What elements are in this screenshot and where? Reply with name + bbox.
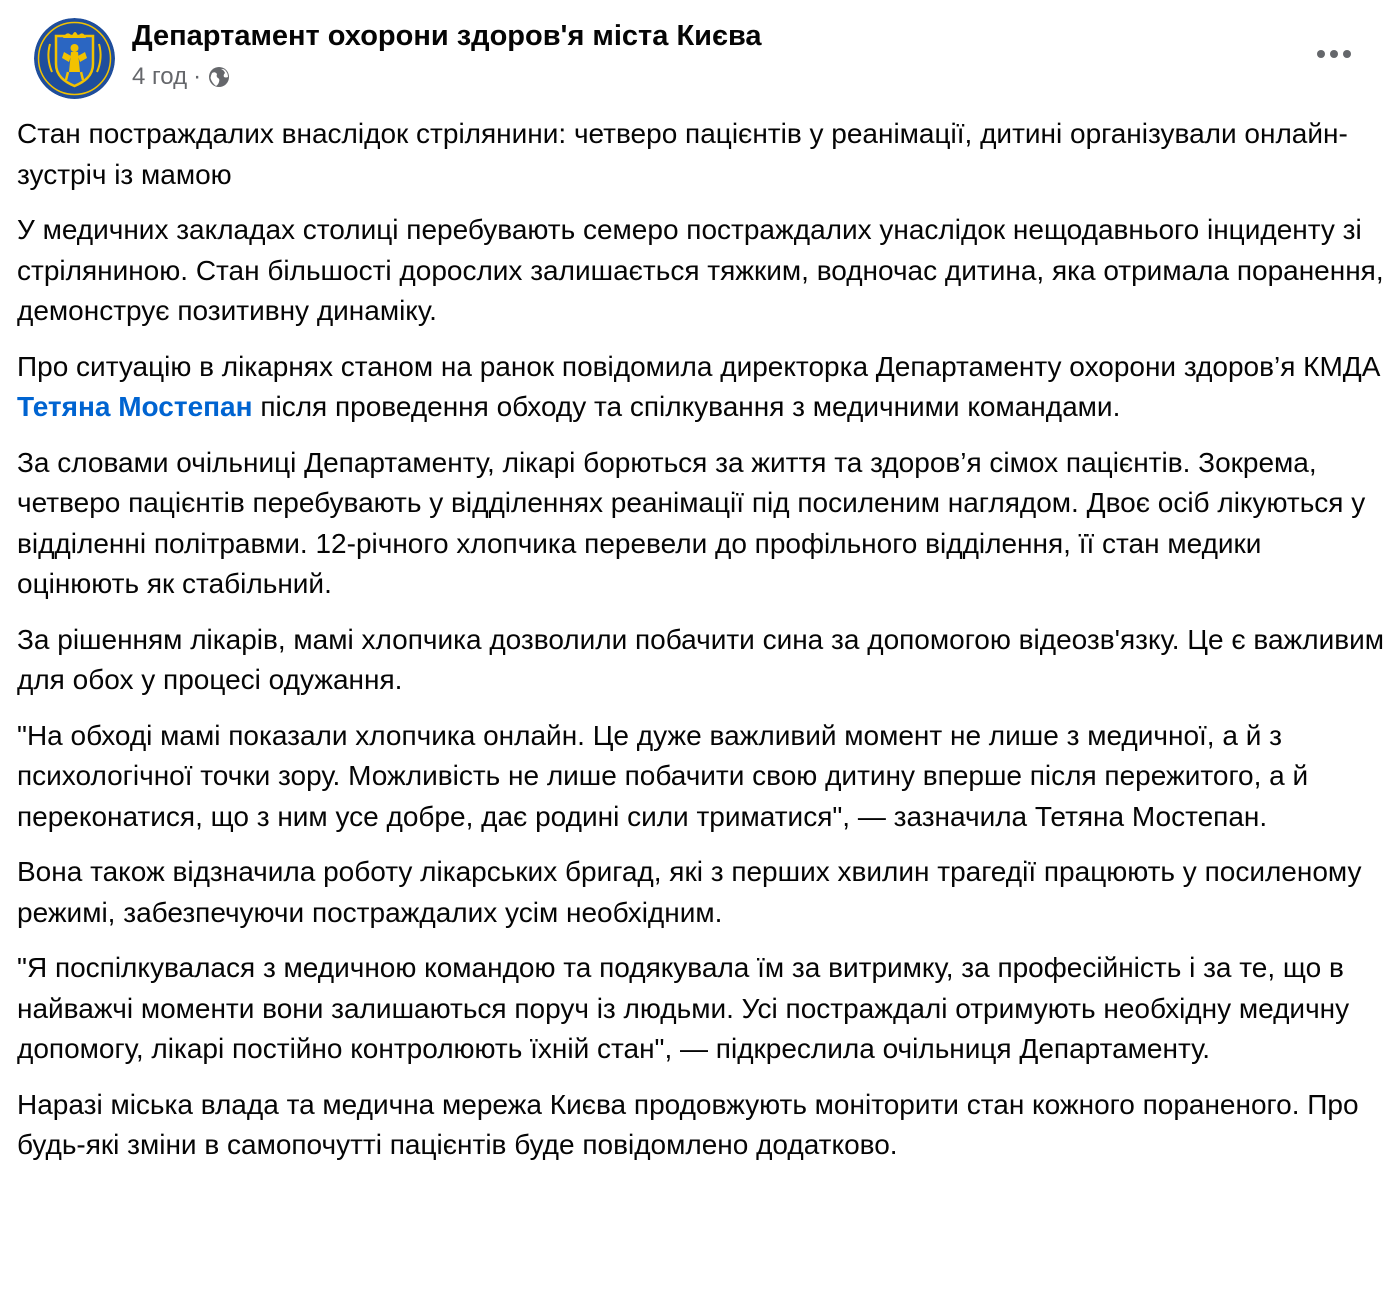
post-timestamp[interactable]: 4 год [132, 63, 188, 90]
more-dots-icon [1316, 49, 1352, 59]
paragraph-text: Про ситуацію в лікарнях станом на ранок повідомила директорка Департаменту охорони здоров’я КМДА [17, 350, 1381, 382]
post-paragraph: За рішенням лікарів, мамі хлопчика дозволили побачити сина за допомогою відеозв'язку. Це є важливим для обох у процесі одужання. [17, 623, 1385, 695]
post-header [18, 0, 1382, 112]
meta-separator: · [193, 63, 202, 90]
post-paragraph [17, 347, 1387, 428]
paragraph-text: після проведення обходу та спілкування з медичними командами. [252, 391, 1121, 422]
post-paragraph: "На обході мамі показали хлопчика онлайн. Це дуже важливий момент не лише з медичної, а й з психологічної точки зору. Можливість не лише побачити свою дитину вперше після пережитого, а й переконатися, що з ним усе добре, дає родині сили триматися", — зазначила Тетяна Мостепан. [17, 719, 1309, 832]
globe-icon[interactable] [207, 65, 231, 89]
post-paragraph: Наразі міська влада та медична мережа Києва продовжують моніторити стан кожного пораненого. Про будь-які зміни в самопочутті пацієнтів буде повідомлено додатково. [17, 1088, 1359, 1160]
post-body [17, 114, 1387, 1181]
kyiv-coat-of-arms-icon [34, 18, 115, 99]
post-paragraph: У медичних закладах столиці перебувають семеро постраждалих унаслідок нещодавнього інциденту зі стріляниною. Стан більшості дорослих залишається тяжким, водночас дитина, яка отримала поранення, демонструє позитивну динаміку. [17, 214, 1384, 326]
mention-link[interactable]: Тетяна Мостепан [17, 391, 253, 422]
post-paragraph: Вона також відзначила роботу лікарських бригад, які з перших хвилин трагедії працюють у посиленому режимі, забезпечуючи постраждалих усім необхідним. [17, 856, 1362, 928]
more-options-button[interactable] [1314, 36, 1354, 72]
post-paragraph: Стан постраждалих внаслідок стрілянини: четверо пацієнтів у реанімації, дитині організували онлайн-зустріч із мамою [17, 118, 1348, 190]
post-paragraph: За словами очільниці Департаменту, лікарі борються за життя та здоров’я сімох пацієнтів. Зокрема, четверо пацієнтів перебувають у відділеннях реанімації під посиленим наглядом. Двоє осіб лікуються у відділенні політравми. 12-річного хлопчика перевели до профільного відділення, її стан медики оцінюють як стабільний. [17, 446, 1366, 599]
post-paragraph: "Я поспілкувалася з медичною командою та подякувала їм за витримку, за професійність і за те, що в найважчі моменти вони залишаються поруч із людьми. Усі постраждалі отримують необхідну медичну допомогу, лікарі постійно контролюють їхній стан", — підкреслила очільниця Департаменту. [17, 952, 1350, 1064]
page-avatar[interactable] [34, 18, 115, 99]
post-meta [132, 63, 231, 91]
page-name[interactable]: Департамент охорони здоров'я міста Києва [132, 20, 762, 52]
